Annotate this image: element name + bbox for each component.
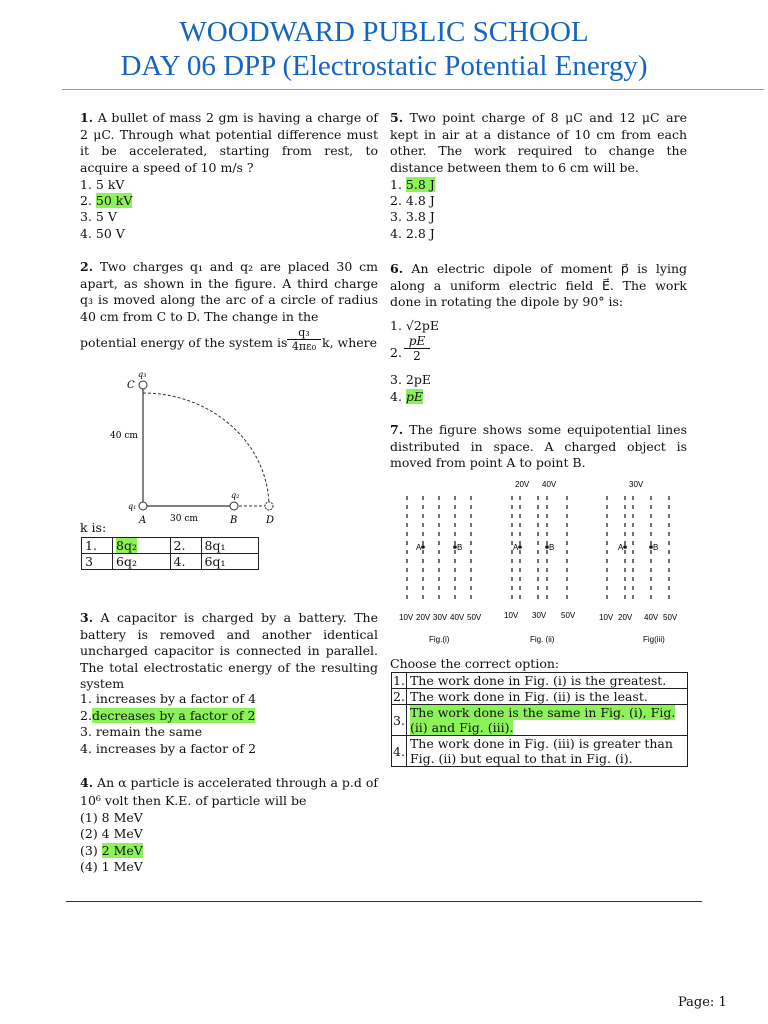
q2-number: 2. [80,259,94,274]
q7-opt1-num: 1. [393,673,405,688]
q2-opt3-val: 6q₂ [113,554,171,570]
q4-option-1: (1) 8 MeV [80,810,143,825]
q2-opt2-val: 8q₁ [201,538,259,554]
q2-opt4-val: 6q₁ [201,554,259,570]
q7-opt3-text [406,705,687,736]
fig3-label-a: A [618,543,624,552]
q6-text: An electric dipole of moment p⃗ is lying along a uniform electric field E⃗. The work done in rotating the dipole by 90° is: [390,261,687,309]
q2-label-a: A [139,515,147,526]
q7-choose-label: Choose the correct option: [390,656,560,671]
fig1-caption: Fig.(i) [429,635,450,644]
q7-opt4-num: 4. [392,736,407,767]
q5-text: Two point charge of 8 μC and 12 μC are kept in air at a distance of 10 cm from each other. The work required to change the distance between them to 6 cm will be. [390,110,687,175]
q2-label-b: B [230,515,238,526]
fig3-label-40v: 40V [644,613,659,622]
q4-option-2: (2) 4 MeV [80,826,143,841]
q7-answer-highlight: The work done is the same in Fig. (i), Fig. (ii) and Fig. (iii). [409,705,676,735]
q3-number: 3. [80,610,94,625]
q2-opt2-num: 2. [170,538,201,554]
q1-option-1: 1. 5 kV [80,177,125,192]
q4-option-4: (4) 1 MeV [80,859,143,874]
question-6 [390,261,687,311]
q7-opt1-text: The work done in Fig. (i) is the greatest. [406,673,687,689]
table-row [392,673,688,689]
fig2-caption: Fig. (ii) [530,635,555,644]
q6-option-1: 1. √2pE [390,318,439,333]
fig2-label-40v: 40V [542,480,557,489]
question-5 [390,110,687,176]
fig1-label-a: A [416,543,422,552]
table-row [392,736,688,767]
q3-option-2: 2.decreases by a factor of 2 [80,708,256,723]
fig3-point-a [623,545,627,549]
fig1-label-50v: 50V [467,613,482,622]
q5-number: 5. [390,110,404,125]
table-row [392,689,688,705]
q2-options-table [81,537,259,570]
q6-number: 6. [390,261,404,276]
fig2-label-a: A [513,543,519,552]
q2-opt1-val [113,538,171,554]
page-title: DAY 06 DPP (Electrostatic Potential Energy) [120,50,648,82]
fig2-label-50v: 50V [561,611,576,620]
q2-k-is: k is: [80,520,107,535]
q2-label-q1: q₁ [128,502,137,511]
q3-option-3: 3. remain the same [80,724,203,739]
q5-option-3: 3. 3.8 J [390,209,435,224]
fig1-label-40v: 40V [450,613,465,622]
q7-opt4-text: The work done in Fig. (iii) is greater than Fig. (ii) but equal to that in Fig. (i). [406,736,687,767]
q2-charge-q1 [139,502,147,510]
fig3-label-b: B [653,543,659,552]
q7-opt2-num: 2. [393,689,405,704]
fig2-point-a [518,545,522,549]
q1-answer-highlight: 50 kV [95,193,133,208]
page-number: Page: 1 [678,995,727,1010]
q2-fraction-num: q₃ [287,326,321,340]
q2-arc [143,393,269,506]
question-1 [80,110,378,176]
q2-text-rest: apart, as shown in the figure. A third charge q₃ is moved along the arc of a circle of radius 40 cm from C to D. The change in the [80,275,378,324]
q6-opt2-num: pE [404,334,430,349]
q7-options-table [391,672,688,767]
question-2 [80,259,378,325]
fig2-label-30v: 30V [532,611,547,620]
question-4 [80,775,378,792]
q4-text-b: 10⁶ volt then K.E. of particle will be [80,793,307,808]
fig2-label-b: B [549,543,555,552]
q2-suffix: k, where [322,335,378,350]
q2-figure [100,368,285,528]
q2-charge-q3 [139,381,147,389]
q1-text: A bullet of mass 2 gm is having a charge of 2 μC. Through what potential difference must it be accelerated, starting from rest, to acquire a speed of 10 m/s ? [80,110,378,175]
question-3 [80,610,378,693]
q3-text: A capacitor is charged by a battery. The battery is removed and another identical uncharged capacitor is connected in parallel. The total electrostatic energy of the resulting system [80,610,378,691]
q3-answer-highlight: decreases by a factor of 2 [91,708,256,723]
q2-opt1-num: 1. [82,538,113,554]
fig3-label-30v: 30V [629,480,644,489]
q2-label-q3: q₃ [138,370,147,379]
q4-answer-highlight: 2 MeV [101,843,143,858]
q6-option-2-prefix: 2. [390,345,402,360]
question-7 [390,422,687,472]
q2-label-30cm: 30 cm [170,514,198,524]
q5-option-1: 1. 5.8 J [390,177,435,192]
fig1-label-20v: 20V [416,613,431,622]
fig1-label-10v: 10V [399,613,414,622]
school-name: WOODWARD PUBLIC SCHOOL [179,16,589,48]
q1-option-2: 2. 50 kV [80,193,133,208]
header-divider [62,89,764,90]
q2-fraction [287,326,321,354]
q6-option-4: 4. pE [390,389,424,404]
table-row [82,538,259,554]
q4-number: 4. [80,775,94,790]
fig3-label-50v: 50V [663,613,678,622]
q2-fraction-den: 4πε₀ [291,340,317,353]
q2-text-last: potential energy of the system is [80,335,288,350]
q2-label-d: D [266,515,275,526]
q3-option-4: 4. increases by a factor of 2 [80,741,257,756]
fig3-caption: Fig(iii) [643,635,665,644]
q7-text: The figure shows some equipotential lines distributed in space. A charged object is moved from point A to point B. [390,422,687,470]
fig1-label-b: B [457,543,463,552]
q1-option-4: 4. 50 V [80,226,125,241]
q2-point-d [265,502,273,510]
fig1-label-30v: 30V [433,613,448,622]
q2-charge-q2 [230,502,238,510]
q2-label-40cm: 40 cm [110,431,138,441]
table-row [392,705,688,736]
q7-number: 7. [390,422,404,437]
footer-divider [66,901,702,902]
q7-opt3-num: 3. [392,705,407,736]
table-row [82,554,259,570]
q2-label-c: C [127,380,135,391]
fig3-label-10v: 10V [599,613,614,622]
q3-option-1: 1. increases by a factor of 4 [80,691,257,706]
q6-answer-highlight: pE [405,389,424,404]
fig3-label-20v: 20V [618,613,633,622]
fig1-point-a [421,545,425,549]
q2-label-q2: q₂ [231,491,240,500]
q2-opt3-num: 3 [82,554,113,570]
fig2-label-10v: 10V [504,611,519,620]
q4-option-3: (3) 2 MeV [80,843,143,858]
q2-answer-highlight: 8q₂ [116,538,137,553]
q6-option-3: 3. 2pE [390,372,431,387]
q2-opt4-num: 4. [170,554,201,570]
q6-opt2-den: 2 [413,349,421,363]
q7-opt2-text: The work done in Fig. (ii) is the least. [406,689,687,705]
q4-text-a: An α particle is accelerated through a p.d of [97,775,378,790]
q5-answer-highlight: 5.8 J [405,177,435,192]
q2-text-line1: Two charges q₁ and q₂ are placed 30 cm [99,259,378,274]
q5-option-2: 2. 4.8 J [390,193,435,208]
fig2-label-20v: 20V [515,480,530,489]
q1-number: 1. [80,110,94,125]
q1-option-3: 3. 5 V [80,209,117,224]
q7-figures [395,474,695,649]
q5-option-4: 4. 2.8 J [390,226,435,241]
q6-option-2-fraction [404,334,430,363]
